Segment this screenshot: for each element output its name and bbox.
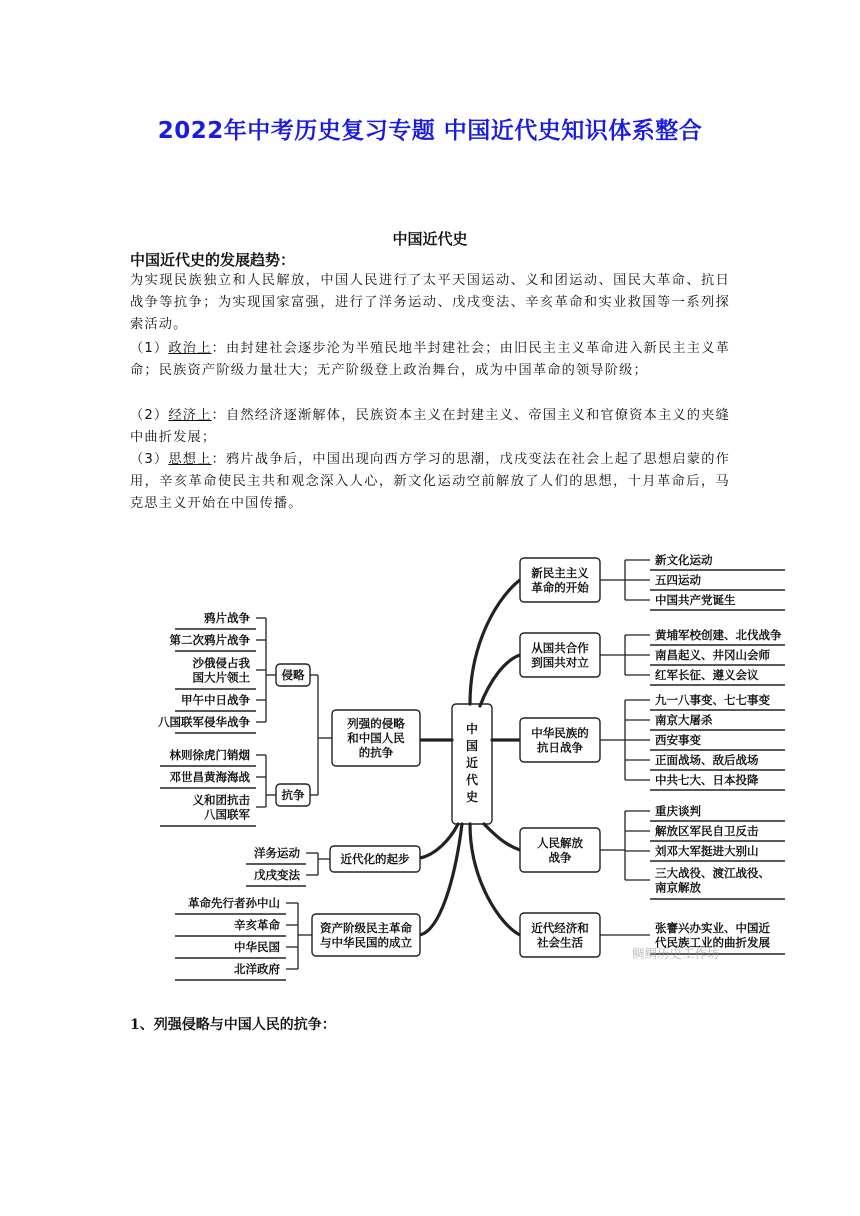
mindmap-label: 与中华民国的成立 (320, 935, 412, 950)
center-char: 史 (465, 790, 479, 804)
mindmap-label: 八国联军 (204, 807, 250, 822)
mindmap-label: 西安事变 (655, 733, 701, 748)
watermark-text: 鲷鲷历史工作坊 (632, 946, 720, 961)
mindmap-label: 北洋政府 (234, 962, 280, 977)
point-thought (130, 449, 730, 515)
center-char: 中 (465, 722, 479, 736)
point-economy (130, 405, 730, 449)
mindmap-label: 战争 (548, 850, 572, 865)
center-char: 代 (465, 773, 479, 787)
mindmap-label: 革命的开始 (531, 580, 589, 595)
mindmap-label: 列强的侵略 (347, 716, 405, 731)
point-label: 思想上 (168, 452, 212, 467)
point-text: ：鸦片战争后，中国出现向西方学习的思潮，戊戌变法在社会上起了思想启蒙的作用，辛亥革命使民主共和观念深入人心，新文化运动空前解放了人们的思想，十月革命后，马克思主义开始在中国传播。 (130, 452, 730, 511)
mindmap-label: 辛亥革命 (234, 918, 280, 933)
mindmap-label: 南昌起义、井冈山会师 (655, 648, 770, 663)
mindmap-label: 解放区军民自卫反击 (655, 824, 759, 839)
mindmap-label: 南京大屠杀 (655, 713, 713, 728)
mindmap-label: 代民族工业的曲折发展 (655, 935, 770, 950)
mindmap-label: 五四运动 (655, 573, 701, 588)
mindmap-label: 人民解放 (537, 835, 583, 850)
mindmap-label: 中国共产党诞生 (655, 593, 736, 608)
point-text: ：由封建社会逐步沦为半殖民地半封建社会；由旧民主主义革命进入新民主主义革命；民族资产阶级力量壮大；无产阶级登上政治舞台，成为中国革命的领导阶级； (130, 341, 730, 378)
point-label: 经济上 (168, 408, 212, 423)
mindmap-label: 八国联军侵华战争 (158, 715, 250, 730)
mindmap-label: 和中国人民 (347, 731, 405, 746)
mindmap-label: 义和团抗击 (192, 792, 250, 807)
trend-heading: 中国近代史的发展趋势： (130, 251, 296, 269)
mindmap-label: 鸦片战争 (204, 611, 250, 626)
branch-line (484, 824, 520, 850)
mindmap-label: 沙俄侵占我 (192, 655, 250, 670)
mindmap-label: 新文化运动 (655, 553, 713, 568)
point-text: ：自然经济逐渐解体，民族资本主义在封建主义、帝国主义和官僚资本主义的夹缝中曲折发展； (130, 408, 730, 445)
point-politics (130, 338, 730, 382)
point-number: （1） (130, 341, 169, 356)
mindmap-label: 第二次鸦片战争 (169, 633, 250, 648)
mindmap-label: 红军长征、遵义会议 (655, 668, 759, 683)
branch-line (480, 655, 520, 706)
center-char: 近 (465, 756, 479, 770)
mindmap-label: 近代化的起步 (340, 852, 410, 867)
section-subtitle: 中国近代史 (392, 230, 468, 248)
mindmap-label: 资产阶级民主革命 (320, 920, 412, 935)
mindmap-label: 黄埔军校创建、北伐战争 (655, 628, 782, 643)
mindmap-label: 近代经济和 (531, 920, 589, 935)
branch-line (420, 824, 458, 858)
point-number: （2） (130, 408, 169, 423)
mindmap-label: 侵略 (281, 668, 305, 683)
branch-line (470, 580, 520, 704)
mindmap-label: 新民主主义 (531, 565, 589, 580)
mindmap-label: 刘邓大军挺进大别山 (655, 844, 759, 859)
mindmap-label: 邓世昌黄海海战 (169, 770, 250, 785)
mindmap-label: 洋务运动 (254, 846, 300, 861)
mindmap-label: 甲午中日战争 (181, 693, 250, 708)
mindmap-label: 中华民国 (234, 940, 280, 955)
branch-line (470, 824, 520, 935)
mindmap-label: 到国共对立 (531, 655, 589, 670)
mindmap-label: 正面战场、敌后战场 (655, 753, 759, 768)
mindmap-label: 南京解放 (655, 880, 701, 895)
mindmap-label: 抗日战争 (537, 740, 583, 755)
intro-paragraph: 为实现民族独立和人民解放，中国人民进行了太平天国运动、义和团运动、国民大革命、抗日战争等抗争；为实现国家富强，进行了洋务运动、戊戌变法、辛亥革命和实业救国等一系列探索活动。 (130, 273, 730, 332)
point-number: （3） (130, 452, 169, 467)
section-1-heading: 1、列强侵略与中国人民的抗争： (130, 1017, 336, 1033)
mindmap-label: 从国共合作 (531, 640, 589, 655)
mindmap-label: 的抗争 (358, 745, 394, 760)
mindmap-label: 重庆谈判 (655, 804, 701, 819)
mindmap-label: 社会生活 (537, 935, 583, 950)
mindmap-label: 三大战役、渡江战役、 (655, 865, 770, 880)
mindmap-label: 革命先行者孙中山 (188, 896, 280, 911)
mindmap-label: 中共七大、日本投降 (655, 773, 759, 788)
center-char: 国 (465, 739, 479, 753)
mindmap-label: 戊戌变法 (254, 868, 300, 883)
mindmap-label: 张謇兴办实业、中国近 (655, 920, 770, 935)
mindmap-label: 中华民族的 (531, 725, 589, 740)
point-label: 政治上 (168, 341, 212, 356)
branch-line (420, 824, 462, 935)
page-title: 2022年中考历史复习专题 中国近代史知识体系整合 (157, 118, 703, 144)
mindmap-label: 抗争 (281, 788, 305, 803)
mindmap-label: 九一八事变、七七事变 (655, 693, 770, 708)
history-mindmap (0, 530, 860, 990)
mindmap-label: 国大片领土 (192, 670, 250, 685)
mindmap-label: 林则徐虎门销烟 (169, 748, 250, 763)
